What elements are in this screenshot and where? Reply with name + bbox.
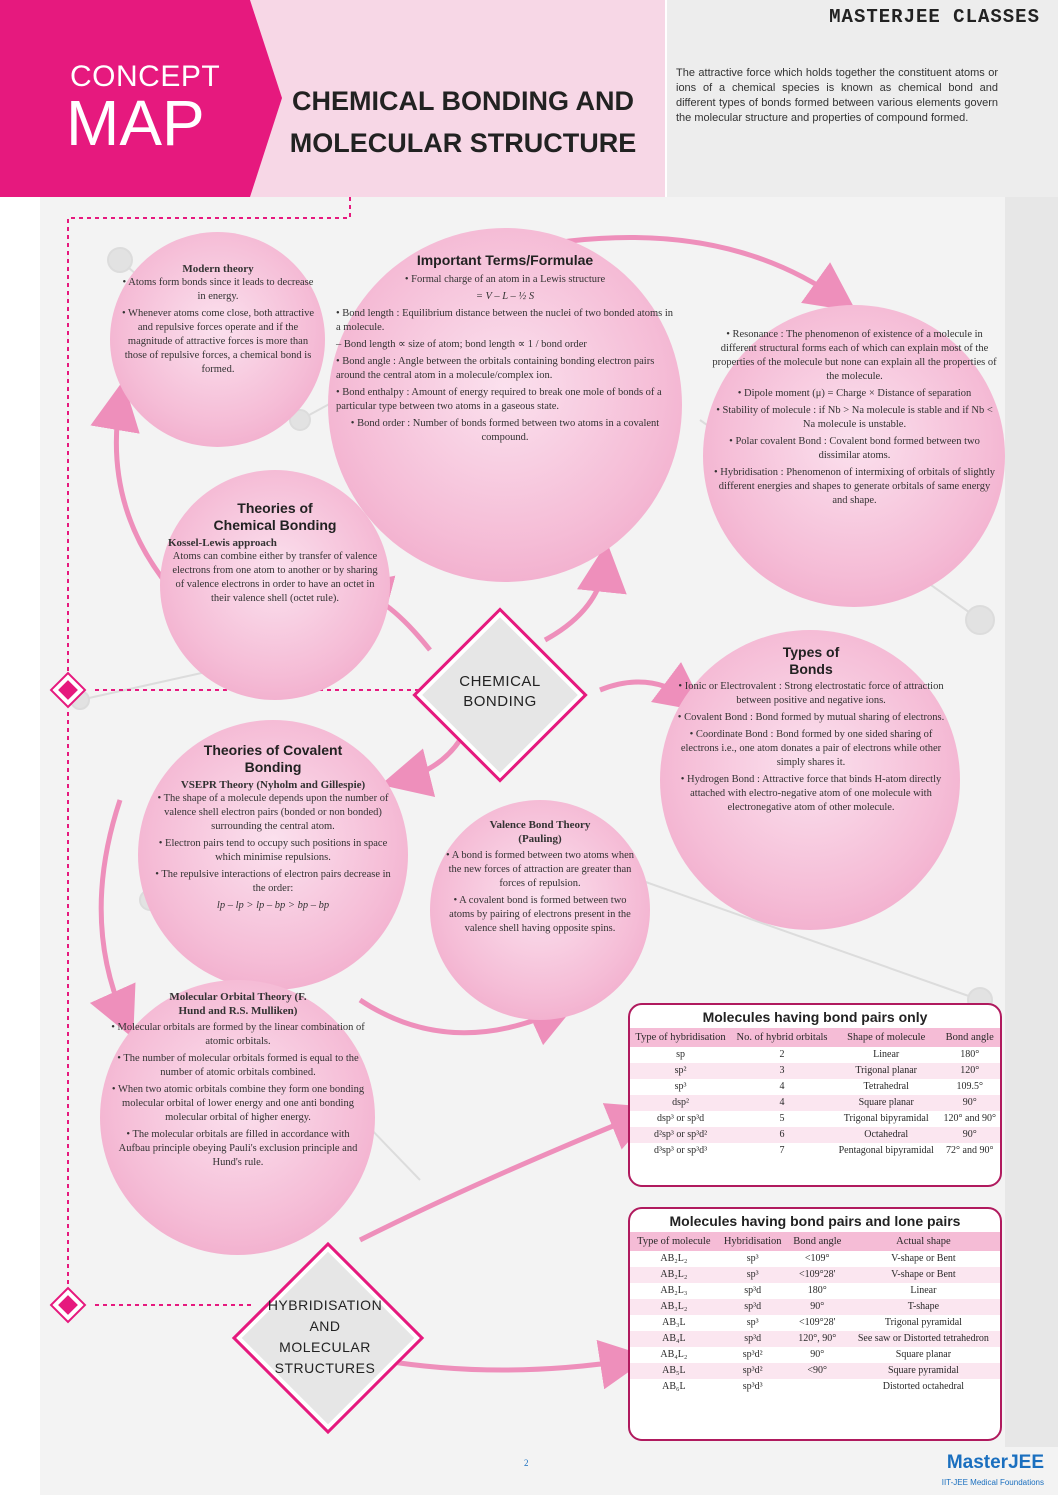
table-cell: V-shape or Bent (891, 1253, 956, 1264)
table-header-cell: No. of hybrid orbitals (731, 1028, 833, 1047)
table-cell: <109°28' (799, 1317, 836, 1328)
table-cell: 90° (810, 1349, 825, 1360)
table-cell: 4 (731, 1095, 833, 1111)
table-cell: 120° and 90° (943, 1113, 996, 1124)
table-row (630, 1363, 1000, 1379)
table-cell: Pentagonal bipyramidal (838, 1145, 934, 1156)
table-cell: Octahedral (833, 1127, 939, 1143)
table-row (630, 1331, 1000, 1347)
table-cell: 4 (779, 1081, 785, 1092)
table-row (630, 1283, 1000, 1299)
theories-chemical-bonding-text (168, 500, 382, 609)
mot-point-3: • When two atomic orbitals combine they form one bonding molecular orbital of lower energy and one anti bonding molecular orbital of higher energy. (111, 1084, 365, 1123)
table-cell: 180° (960, 1049, 980, 1060)
stability-point: • Stability of molecule : if Nb > Na molecule is stable and if Nb < Na molecule is unstable. (716, 405, 993, 430)
valence-bond-text (440, 818, 640, 939)
table-cell: 6 (731, 1127, 833, 1143)
vsepr-subtitle: VSEPR Theory (Nyholm and Gillespie) (180, 779, 366, 791)
table-row (630, 1063, 1000, 1079)
title-line-1: CHEMICAL BONDING AND (292, 86, 634, 116)
modern-theory-point-2: • Whenever atoms come close, both attractive and repulsive forces operate and if the magnitude of attractive forces is more than those of repulsive forces, a chemical bond is formed. (121, 308, 315, 375)
mot-text (110, 990, 366, 1173)
covalent-bond-point: • Covalent Bond : Bond formed by mutual sharing of electrons. (677, 712, 945, 723)
theories-chemical-bonding-title: Theories of Chemical Bonding (213, 500, 337, 533)
vsepr-order: lp – lp > lp – bp > bp – bp (216, 900, 330, 911)
table-header-cell: Bond angle (788, 1232, 847, 1251)
map-label: MAP (66, 87, 205, 159)
table-cell: <90° (788, 1363, 847, 1379)
table-header-cell: Shape of molecule (833, 1028, 939, 1047)
table-cell: AB₂L₂ (630, 1267, 718, 1283)
hydrogen-bond-point: • Hydrogen Bond : Attractive force that binds H-atom directly attached with electro-negative atom of one molecule with electronegative atom of other molecule. (680, 774, 942, 813)
table-cell: T-shape (847, 1299, 1000, 1315)
bond-angle-point: • Bond angle : Angle between the orbitals containing bonding electron pairs around the central atom in a molecule/complex ion. (336, 356, 655, 381)
table-cell: 120° (939, 1063, 1000, 1079)
hybridisation-line-1: HYBRIDISATION (267, 1297, 383, 1313)
table-header-cell: Type of molecule (630, 1232, 718, 1251)
table-cell: sp³ (674, 1081, 687, 1092)
bond-length-point: • Bond length : Equilibrium distance between the nuclei of two bonded atoms in a molecule. (336, 308, 673, 333)
table-cell: Tetrahedral (863, 1081, 909, 1092)
types-of-bonds-title: Types of Bonds (782, 644, 840, 677)
table-row (630, 1251, 1000, 1267)
table-cell: sp³d² (742, 1349, 763, 1360)
table-cell: 120°, 90° (788, 1331, 847, 1347)
bond-pairs-table-box (628, 1003, 1002, 1187)
table-cell: Square pyramidal (847, 1363, 1000, 1379)
table-cell: sp² (630, 1063, 731, 1079)
table-row (630, 1095, 1000, 1111)
table-row (630, 1267, 1000, 1283)
vsepr-point-2: • Electron pairs tend to occupy such positions in space which minimise repulsions. (158, 838, 388, 863)
table-cell: 109.5° (956, 1081, 983, 1092)
table-row (630, 1315, 1000, 1331)
table-header-cell: Hybridisation (718, 1232, 788, 1251)
hybridisation-line-3: MOLECULAR (279, 1339, 371, 1355)
concept-label: CONCEPT (70, 60, 221, 93)
table-header-cell: Type of hybridisation (630, 1028, 731, 1047)
table-cell: sp³d³ (742, 1381, 763, 1392)
table-cell: 90° (788, 1299, 847, 1315)
table-cell: Trigonal bipyramidal (843, 1113, 929, 1124)
chemical-bonding-label (430, 672, 570, 712)
table-cell: dsp³ or sp³d (656, 1113, 705, 1124)
table-cell: <109°28' (788, 1267, 847, 1283)
table-cell: AB₆L (662, 1381, 686, 1392)
table-cell: sp³d (744, 1285, 762, 1296)
mot-point-2: • The number of molecular orbitals formed is equal to the number of atomic orbitals combined. (117, 1053, 359, 1078)
mot-point-4: • The molecular orbitals are filled in accordance with Aufbau principle obeying Pauli's exclusion principle and Hund's rule. (118, 1129, 358, 1168)
resonance-point: • Resonance : The phenomenon of existence of a molecule in different structural forms each of which can explain most of the properties of the molecule but none can explain all the properties of the molecule. (712, 329, 997, 382)
table-cell: 90° (939, 1095, 1000, 1111)
hybridisation-label (255, 1295, 395, 1379)
valence-bond-point-1: • A bond is formed between two atoms when the new forces of attraction are greater than forces of repulsion. (446, 850, 634, 889)
table-cell: sp³d² (718, 1363, 788, 1379)
mot-point-1: • Molecular orbitals are formed by the linear combination of atomic orbitals. (111, 1022, 365, 1047)
valence-bond-point-2: • A covalent bond is formed between two atoms by pairing of electrons present in the valence shell having opposite spins. (449, 895, 631, 934)
bond-enthalpy-point: • Bond enthalpy : Amount of energy required to break one mole of bonds of a particular type between two atoms in a gaseous state. (336, 387, 662, 412)
table-cell: sp³d (718, 1299, 788, 1315)
modern-theory-title: Modern theory (182, 263, 254, 275)
table-cell: 180° (807, 1285, 827, 1296)
table-cell: Trigonal pyramidal (884, 1317, 962, 1328)
formal-charge-point: • Formal charge of an atom in a Lewis structure (404, 274, 606, 285)
table-cell: sp (676, 1049, 685, 1060)
bond-order-point: • Bond order : Number of bonds formed between two atoms in a covalent compound. (350, 418, 660, 443)
types-of-bonds-text (670, 644, 952, 818)
vsepr-point-1: • The shape of a molecule depends upon the number of valence shell electron pairs (bonded or non bonded) surrounding the central atom. (157, 793, 389, 832)
table-cell: 3 (731, 1063, 833, 1079)
table-row (630, 1143, 1000, 1159)
table-cell: 2 (779, 1049, 785, 1060)
table-header-cell: Bond angle (939, 1028, 1000, 1047)
table-cell: AB₃L₂ (630, 1299, 718, 1315)
kossel-lewis-point: Atoms can combine either by transfer of valence electrons from one atom to another or by sharing of valence electrons in order to have an octet in their valence shell (octet rule). (172, 551, 378, 604)
title-line-2: MOLECULAR STRUCTURE (289, 128, 637, 158)
dipole-moment-point: • Dipole moment (μ) = Charge × Distance of separation (737, 388, 972, 399)
table-cell: 5 (779, 1113, 785, 1124)
covalent-bonding-title: Theories of Covalent Bonding (203, 742, 343, 775)
important-terms-title: Important Terms/Formulae (416, 252, 594, 268)
table-cell (788, 1379, 847, 1395)
hybridisation-point: • Hybridisation : Phenomenon of intermixing of orbitals of slightly different energies and shapes to generate orbitals of same energy and shape. (713, 467, 996, 506)
table-header-row (630, 1232, 1000, 1251)
table-row (630, 1127, 1000, 1143)
brand-top: MASTERJEE CLASSES (829, 6, 1040, 28)
masterjee-logo: MasterJEE (946, 1452, 1044, 1473)
covalent-bonding-text (148, 742, 398, 916)
table-cell: AB₅L (630, 1363, 718, 1379)
table-row (630, 1379, 1000, 1395)
formal-charge-formula: = V – L – ½ S (475, 291, 535, 302)
kossel-lewis-subtitle: Kossel-Lewis approach (168, 537, 277, 549)
chemical-bonding-line-1: CHEMICAL (459, 673, 541, 690)
table-cell: 90° (939, 1127, 1000, 1143)
chemical-bonding-line-2: BONDING (463, 693, 537, 710)
page-number: 2 (524, 1458, 529, 1468)
table-header-row (630, 1028, 1000, 1047)
masterjee-tagline: IIT-JEE Medical Foundations (941, 1478, 1044, 1487)
hybridisation-line-2: AND (309, 1318, 341, 1334)
table-row (630, 1111, 1000, 1127)
table-cell: AB₃L (662, 1317, 686, 1328)
table-cell: Linear (910, 1285, 937, 1296)
table-cell: Distorted octahedral (882, 1381, 965, 1392)
table-cell: Square planar (895, 1349, 952, 1360)
table-row (630, 1299, 1000, 1315)
table-row (630, 1347, 1000, 1363)
table-cell: 7 (779, 1145, 785, 1156)
bond-pairs-table-title: Molecules having bond pairs only (702, 1009, 928, 1025)
lone-pairs-table-title: Molecules having bond pairs and lone pairs (669, 1213, 961, 1229)
table-cell: Linear (873, 1049, 900, 1060)
table-cell: 72° and 90° (946, 1145, 994, 1156)
table-cell: sp³d (718, 1331, 788, 1347)
lone-pairs-table (630, 1232, 1000, 1395)
table-cell: d²sp³ or sp³d² (630, 1127, 731, 1143)
vsepr-point-3: • The repulsive interactions of electron pairs decrease in the order: (155, 869, 391, 894)
table-cell: Trigonal planar (833, 1063, 939, 1079)
table-cell: AB₂L₂ (660, 1253, 688, 1264)
table-header-cell: Actual shape (847, 1232, 1000, 1251)
table-cell: dsp² (630, 1095, 731, 1111)
mot-title: Molecular Orbital Theory (F. Hund and R.S. Mulliken) (169, 991, 307, 1017)
resonance-text (712, 328, 997, 511)
table-cell: Square planar (833, 1095, 939, 1111)
ionic-bond-point: • Ionic or Electrovalent : Strong electrostatic force of attraction between positive and negative ions. (678, 681, 944, 706)
bond-pairs-table (630, 1028, 1000, 1159)
table-cell: sp³ (746, 1253, 759, 1264)
lone-pairs-table-box (628, 1207, 1002, 1441)
bond-length-relation: – Bond length ∝ size of atom; bond length ∝ 1 / bond order (336, 339, 587, 350)
important-terms-text (336, 252, 674, 448)
table-cell: AB₄L (630, 1331, 718, 1347)
table-row (630, 1079, 1000, 1095)
table-cell: d³sp³ or sp³d³ (653, 1145, 708, 1156)
table-cell: sp³ (746, 1317, 759, 1328)
table-cell: See saw or Distorted tetrahedron (847, 1331, 1000, 1347)
table-cell: AB₄L₂ (660, 1349, 688, 1360)
modern-theory-point-1: • Atoms form bonds since it leads to decrease in energy. (122, 277, 314, 302)
hybridisation-line-4: STRUCTURES (274, 1360, 376, 1376)
table-cell: <109° (804, 1253, 830, 1264)
modern-theory-text (118, 262, 318, 380)
coordinate-bond-point: • Coordinate Bond : Bond formed by one sided sharing of electrons i.e., one atom donates a pair of electrons while other simply shares it. (680, 729, 942, 768)
valence-bond-title: Valence Bond Theory (Pauling) (489, 819, 591, 845)
table-cell: sp³ (718, 1267, 788, 1283)
polar-covalent-point: • Polar covalent Bond : Covalent bond formed between two dissimilar atoms. (729, 436, 980, 461)
table-cell: V-shape or Bent (847, 1267, 1000, 1283)
table-row (630, 1047, 1000, 1063)
table-cell: AB₂L₃ (660, 1285, 688, 1296)
intro-text: The attractive force which holds together the constituent atoms or ions of a chemical species is known as chemical bond and different types of bonds formed between various elements govern the molecular structure and properties of compound formed. (676, 67, 998, 124)
